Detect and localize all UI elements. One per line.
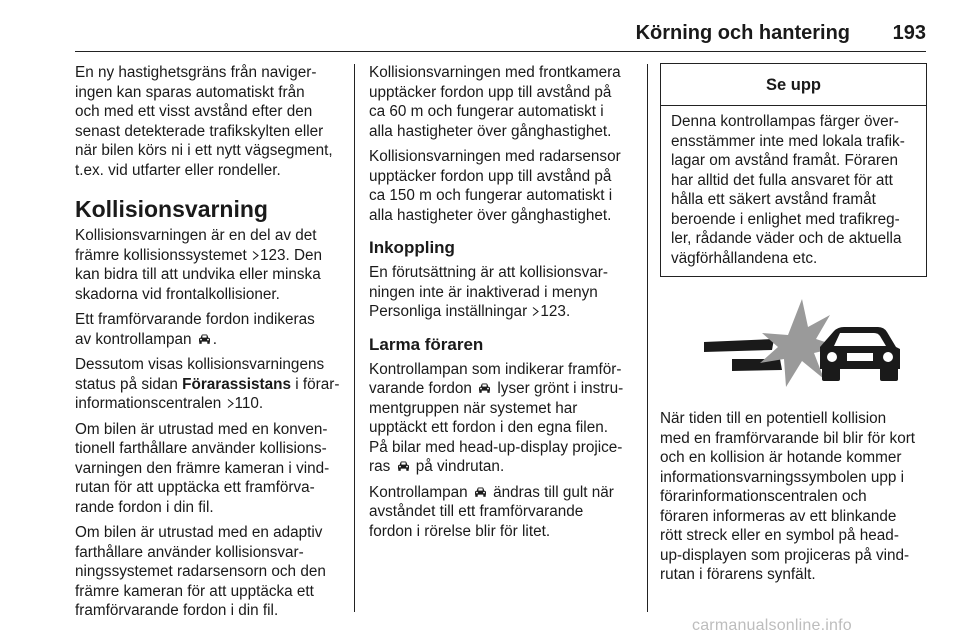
column-2 [369,63,632,547]
vehicle-ahead-indicator-icon [198,334,211,344]
page-number: 193 [892,22,926,44]
column-divider-1 [354,64,355,612]
caution-body: Denna kontrollampas färger över- ensstämmer inte med lokala trafik- lagar om avstånd framåt. Föraren har alltid det fulla ansvaret för att hålla ett säkert avstånd framåt beroende i enlighet med trafikreg- ler, rådande väder och de aktuella vägförhållandena etc. [671,113,905,267]
paragraph-alert-yellow: Kontrollampan ändras till gult när avståndet till ett framförvarande fordon i rörelse blir för litet. [369,483,614,540]
heading-activation: Inkoppling [369,238,455,257]
page-reference[interactable]: 123. [540,303,571,320]
heading-collision-warning: Kollisionsvarning [75,196,268,222]
page-reference[interactable]: 123. [259,246,290,264]
paragraph-camera-range: Kollisionsvarningen med frontkamera upptäcker fordon upp till avstånd på ca 60 m och fungerar automatiskt i alla hastigheter över gånghastighet. [369,64,621,140]
column-1 [75,63,343,627]
vehicle-ahead-indicator-icon [474,487,487,497]
paragraph-speed-limit: En ny hastighetsgräns från naviger- ingen kan sparas automatiskt från och med ett visst avstånd efter den senast detekterade trafikskylten eller när bilen körs ni i ett nytt vägsegment, t.ex. vid utfarter eller rondeller. [75,64,333,179]
vehicle-ahead-indicator-icon [397,461,410,471]
section-title: Körning och hantering [635,22,850,44]
menu-term: Förarassistans [182,375,291,393]
page-reference-arrow-icon [227,399,234,408]
paragraph-indicator: Ett framförvarande fordon indikeras av kontrollampan . [75,311,315,348]
vehicle-ahead-indicator-icon [478,383,491,393]
heading-alert-driver: Larma föraren [369,334,484,354]
column-3 [660,63,927,591]
page-reference[interactable]: 110. [234,395,264,412]
page-reference-arrow-icon [252,251,259,260]
page-reference-arrow-icon [532,307,539,316]
paragraph-collision-intro: Kollisionsvarningen är en del av det främre kollisionssystemet 123. Den kan bidra till att undvika eller minska skadorna vid frontalkollisioner. [75,227,323,303]
paragraph-activation: En förutsättning är att kollisionsvar- ningen inte är inaktiverad i menyn Personliga inställningar 123. [369,264,608,320]
paragraph-alert-green: Kontrollampan som indikerar framför- varande fordon lyser grönt i instru- mentgruppen när systemet har upptäckt ett fordon i den egna filen. På bilar med head-up-display projice- ras på vindrutan. [369,360,624,475]
watermark: carmanualsonline.info [692,617,852,634]
front-car-icon [820,327,900,381]
paragraph-status: Dessutom visas kollisionsvarningens status på sidan Förarassistans i förar- informationscentralen 110. [75,356,340,412]
column-divider-2 [647,64,648,612]
page-header [75,22,926,48]
paragraph-radar-range: Kollisionsvarningen med radarsensor upptäcker fordon upp till avstånd på ca 150 m och fungerar automatiskt i alla hastigheter över gånghastighet. [369,148,621,224]
paragraph-imminent-collision: När tiden till en potentiell kollision med en framförvarande bil blir för kort och en kollision är hotande kommer informationsvarningssymbolen upp i förarinformationscentralen och föraren informeras av ett blinkande rött streck eller en symbol på head- up-displayen som projiceras på vind- rutan i förarens synfält. [660,410,916,583]
header-divider [75,51,926,52]
collision-warning-symbol-icon [702,297,902,397]
paragraph-adaptive-cruise: Om bilen är utrustad med en adaptiv farthållare använder kollisionsvar- ningssystemet radarsensorn och den främre kameran för att upptäcka ett framförvarande fordon i din fil. [75,524,326,619]
caution-title: Se upp [661,64,926,106]
paragraph-conventional-cruise: Om bilen är utrustad med en konven- tionell farthållare använder kollisions- varningen den främre kameran i vind- rutan för att upptäcka ett framförva- rande fordon i din fil. [75,420,330,516]
caution-box [660,63,927,277]
